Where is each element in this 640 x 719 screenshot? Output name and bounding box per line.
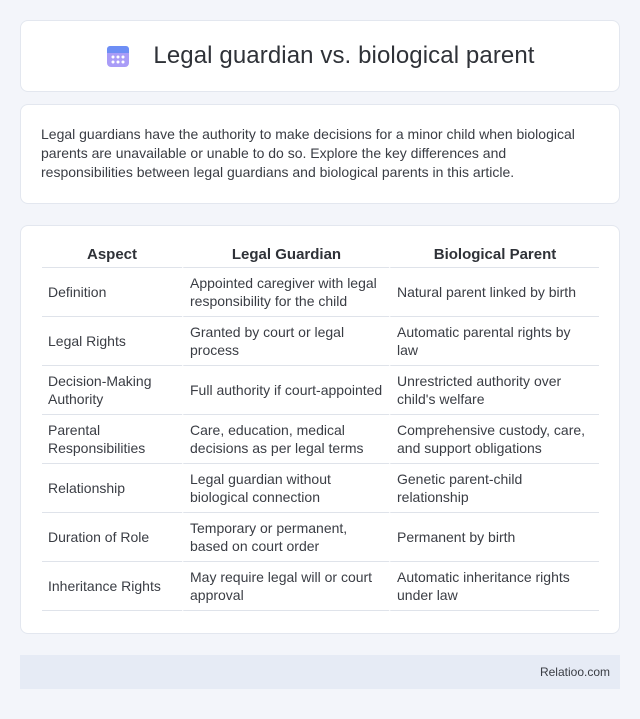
footer [20, 655, 620, 689]
legal-guardian-cell: Care, education, medical decisions as per legal terms [182, 415, 389, 464]
column-header-legal-guardian: Legal Guardian [182, 246, 389, 268]
column-header-biological-parent: Biological Parent [389, 246, 599, 268]
calendar-icon [105, 43, 131, 69]
column-header-aspect: Aspect [42, 246, 182, 268]
biological-parent-cell: Automatic parental rights by law [389, 317, 599, 366]
page-title: Legal guardian vs. biological parent [153, 42, 535, 69]
biological-parent-cell: Unrestricted authority over child's welfare [389, 366, 599, 415]
table-row [42, 415, 599, 464]
aspect-cell: Decision-Making Authority [42, 366, 182, 415]
title-card [20, 20, 620, 92]
aspect-cell: Duration of Role [42, 513, 182, 562]
legal-guardian-cell: May require legal will or court approval [182, 562, 389, 611]
aspect-cell: Definition [42, 268, 182, 317]
legal-guardian-cell: Temporary or permanent, based on court order [182, 513, 389, 562]
biological-parent-cell: Automatic inheritance rights under law [389, 562, 599, 611]
legal-guardian-cell: Appointed caregiver with legal responsibility for the child [182, 268, 389, 317]
legal-guardian-cell: Full authority if court-appointed [182, 366, 389, 415]
intro-text: Legal guardians have the authority to make decisions for a minor child when biological parents are unavailable or unable to do so. Explore the key differences and responsibilities between legal guardians and biological parents in this article. [41, 126, 575, 180]
footer-brand: Relatioo.com [539, 665, 610, 679]
table-row [42, 317, 599, 366]
biological-parent-cell: Permanent by birth [389, 513, 599, 562]
comparison-table-card [20, 225, 620, 634]
aspect-cell: Inheritance Rights [42, 562, 182, 611]
legal-guardian-cell: Granted by court or legal process [182, 317, 389, 366]
table-header-row [42, 246, 599, 268]
table-row [42, 366, 599, 415]
table-row [42, 464, 599, 513]
table-row [42, 268, 599, 317]
aspect-cell: Relationship [42, 464, 182, 513]
aspect-cell: Parental Responsibilities [42, 415, 182, 464]
biological-parent-cell: Comprehensive custody, care, and support obligations [389, 415, 599, 464]
biological-parent-cell: Genetic parent-child relationship [389, 464, 599, 513]
intro-card [20, 104, 620, 204]
aspect-cell: Legal Rights [42, 317, 182, 366]
biological-parent-cell: Natural parent linked by birth [389, 268, 599, 317]
table-row [42, 513, 599, 562]
table-row [42, 562, 599, 611]
comparison-table [42, 246, 599, 611]
legal-guardian-cell: Legal guardian without biological connection [182, 464, 389, 513]
